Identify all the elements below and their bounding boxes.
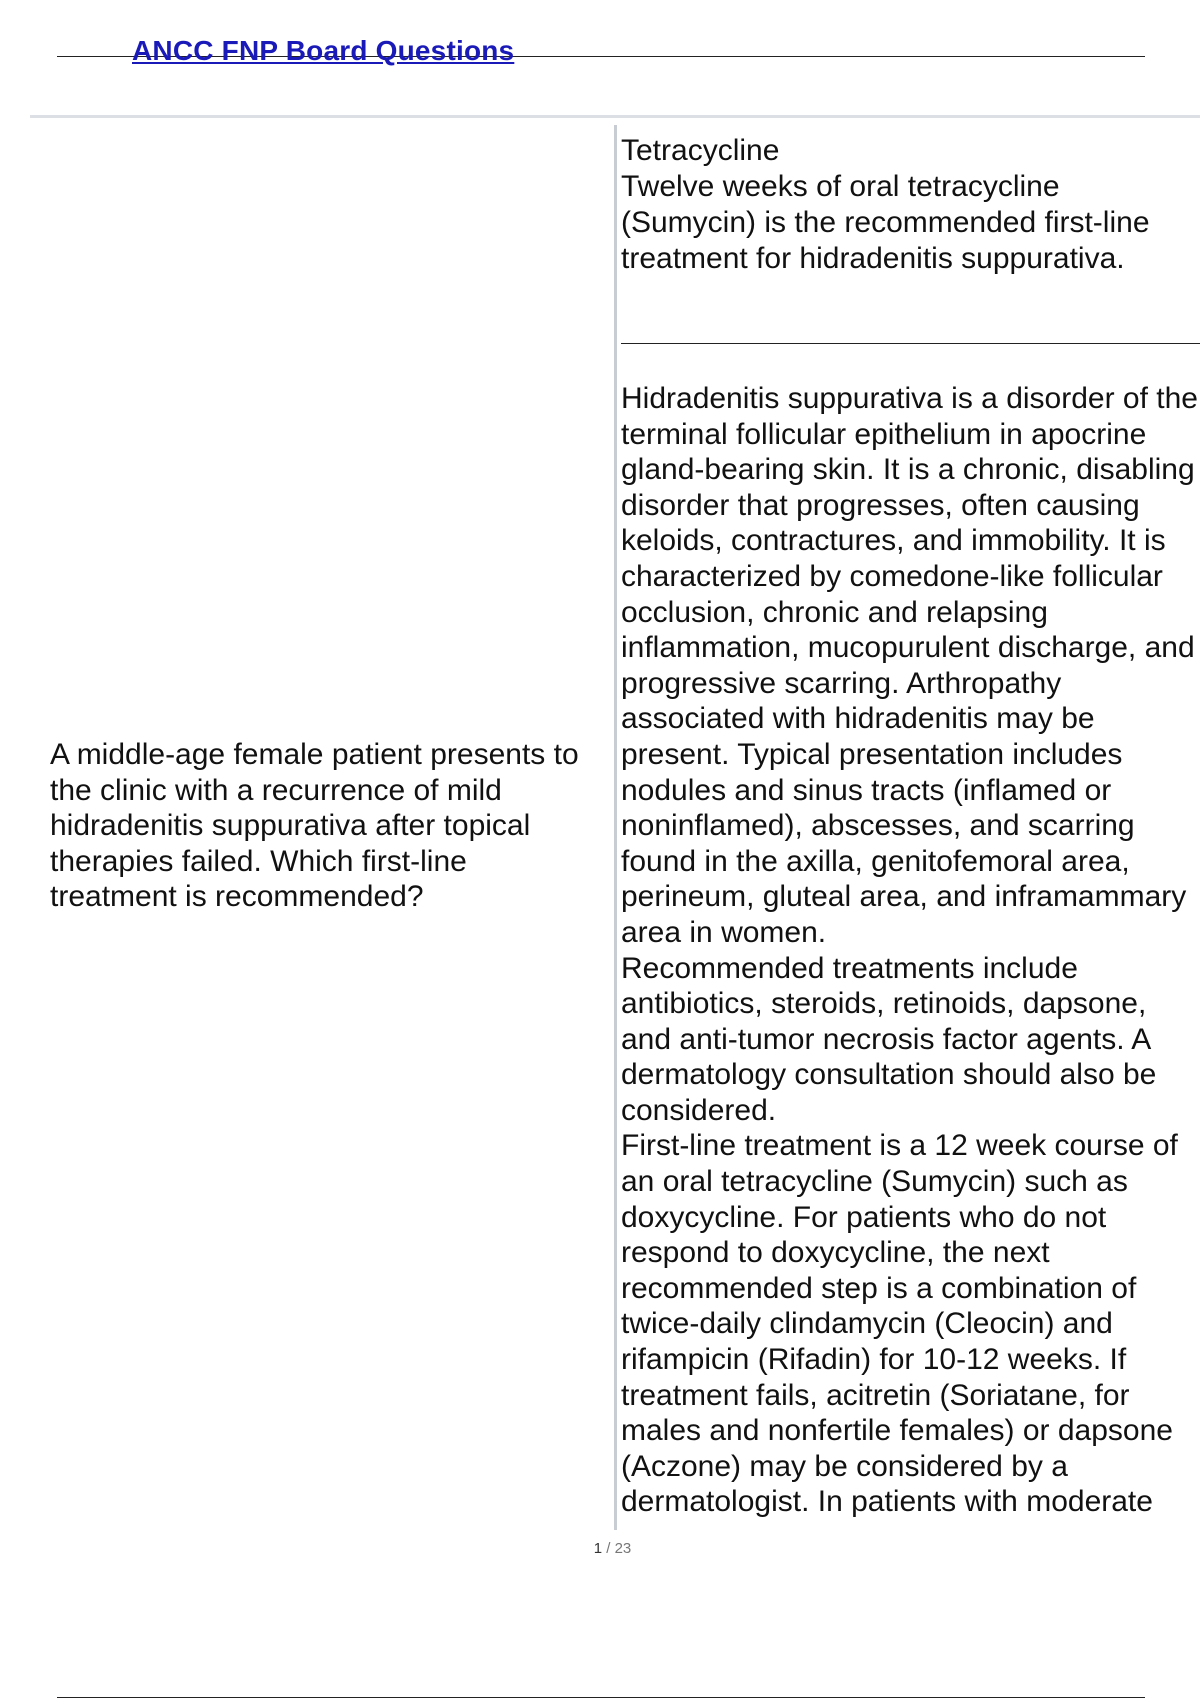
answer-block: [621, 133, 1199, 277]
total-pages: 23: [614, 1540, 632, 1557]
answer-title: Tetracycline: [621, 134, 780, 167]
document-title: ANCC FNP Board Questions: [132, 35, 515, 66]
explanation-text: Hidradenitis suppurativa is a disorder of the terminal follicular epithelium in apocrine gland-bearing skin. It is a chronic, disabling disorder that progresses, often causing keloids, contractures, and immobility. It is characterized by comedone-like follicular occlusion, chronic and relapsing inflammation, mucopurulent discharge, and progressive scarring. Arthropathy associated with hidradenitis may be present. Typical presentation includes nodules and sinus tracts (inflamed or noninflamed), abscesses, and scarring found in the axilla, genitofemoral area, perineum, gluteal area, and inframammary area in women. Recommended treatments include antibiotics, steroids, retinoids, dapsone, and anti-tumor necrosis factor agents. A dermatology consultation should also be considered. First-line treatment is a 12 week course of an oral tetracycline (Sumycin) such as doxycycline. For patients who do not respond to doxycycline, the next recommended step is a combination of twice-daily clindamycin (Cleocin) and rifampicin (Rifadin) for 10-12 weeks. If treatment fails, acitretin (Soriatane, for males and nonfertile females) or dapsone (Aczone) may be considered by a dermatologist. In patients with moderate: [621, 382, 1198, 1519]
top-separator: [30, 115, 1200, 118]
answer-divider: [621, 343, 1200, 344]
page-header: [57, 30, 1145, 70]
footer-rule: [57, 1697, 1145, 1698]
page-indicator: [0, 1540, 1200, 1557]
column-divider: [614, 125, 617, 1530]
question-text: A middle-age female patient presents to the clinic with a recurrence of mild hidradenitis suppurativa after topical therapies failed. Which first-line treatment is recommended?: [50, 738, 579, 913]
page-separator: /: [602, 1540, 615, 1557]
current-page: 1: [593, 1540, 603, 1557]
answer-summary: Twelve weeks of oral tetracycline (Sumycin) is the recommended first-line treatment for hidradenitis suppurativa.: [621, 170, 1150, 275]
